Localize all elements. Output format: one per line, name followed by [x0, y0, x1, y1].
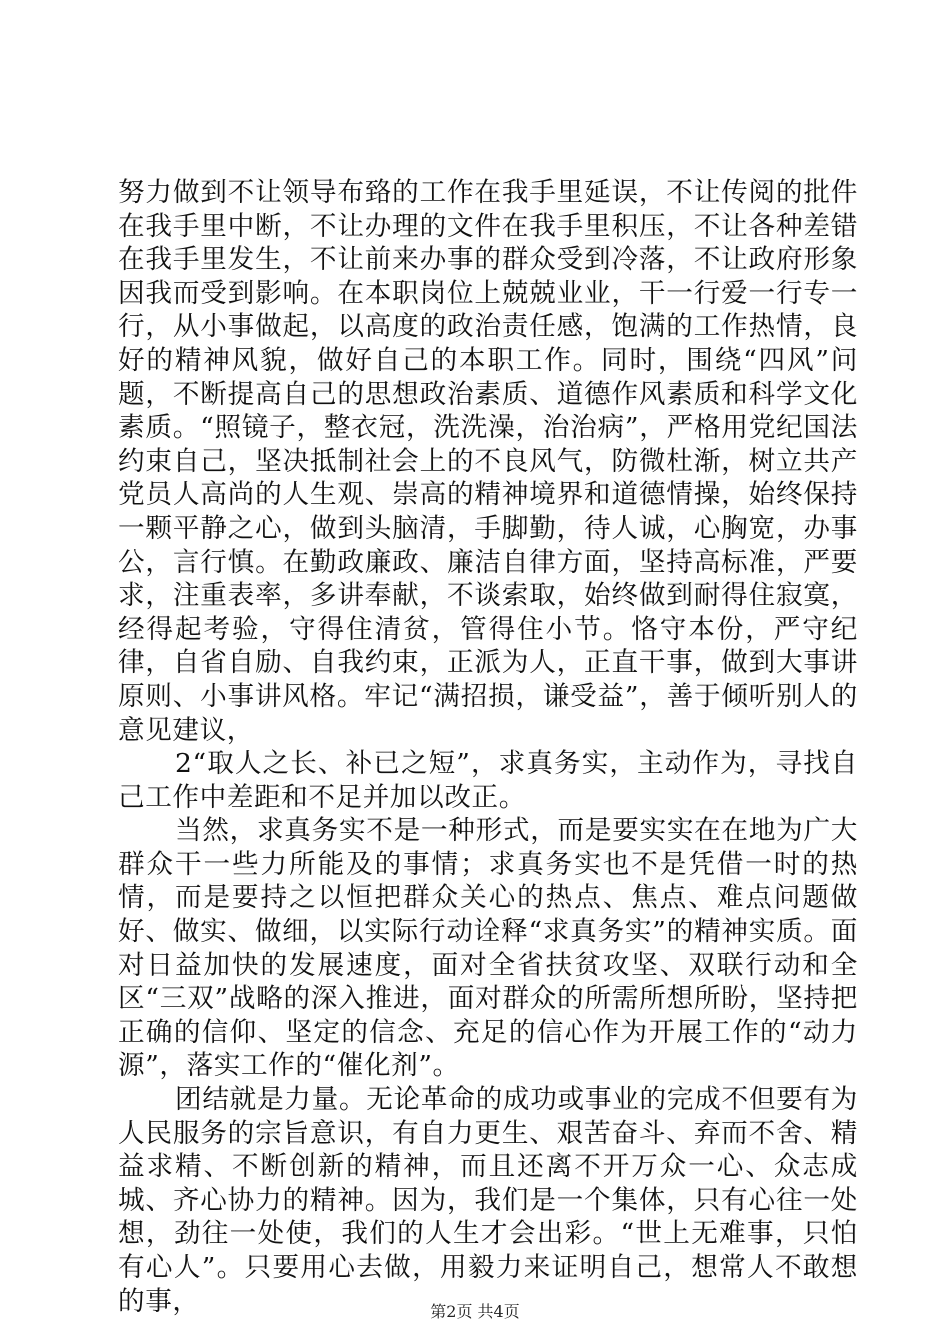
paragraph-1: 努力做到不让领导布臵的工作在我手里延误，不让传阅的批件在我手里中断，不让办理的文件在我手里积压，不让各种差错在我手里发生，不让前来办事的群众受到冷落，不让政府形象因我而受到影响。在本职岗位上兢兢业业，干一行爱一行专一行，从小事做起，以高度的政治责任感，饱满的工作热情，良好的精神风貌，做好自己的本职工作。同时，围绕“四风”问题，不断提高自己的思想政治素质、道德作风素质和科学文化素质。“照镜子，整衣冠，洗洗澡，治治病”，严格用党纪国法约束自己，坚决抵制社会上的不良风气，防微杜渐，树立共产党员人高尚的人生观、崇高的精神境界和道德情操，始终保持一颗平静之心，做到头脑清，手脚勤，待人诚，心胸宽，办事公，言行慎。在勤政廉政、廉洁自律方面，坚持高标准，严要求，注重表率，多讲奉献，不谈索取，始终做到耐得住寂寞，经得起考验，守得住清贫，管得住小节。恪守本份，严守纪律，自省自励、自我约束，正派为人，正直干事，做到大事讲原则、小事讲风格。牢记“满招损，谦受益”，善于倾听别人的意见建议，: [118, 177, 858, 746]
document-body: [118, 176, 858, 1318]
paragraph-4: 团结就是力量。无论革命的成功或事业的完成不但要有为人民服务的宗旨意识，有自力更生、艰苦奋斗、弃而不舍、精益求精、不断创新的精神，而且还离不开万众一心、众志成城、齐心协力的精神。因为，我们是一个集体，只有心往一处想，劲往一处使，我们的人生才会出彩。“世上无难事，只怕有心人”。只要用心去做，用毅力来证明自己，想常人不敢想的事，: [118, 1084, 858, 1317]
page-number-footer: 第2页 共4页: [430, 1302, 520, 1321]
paragraph-3: 当然，求真务实不是一种形式，而是要实实在在地为广大群众干一些力所能及的事情；求真务实也不是凭借一时的热情，而是要持之以恒把群众关心的热点、焦点、难点问题做好、做实、做细，以实际行动诠释“求真务实”的精神实质。面对日益加快的发展速度，面对全省扶贫攻坚、双联行动和全区“三双”战略的深入推进，面对群众的所需所想所盼，坚持把正确的信仰、坚定的信念、充足的信心作为开展工作的“动力源”，落实工作的“催化剂”。: [118, 815, 858, 1082]
paragraph-2: 2“取人之长、补已之短”，求真务实，主动作为，寻找自己工作中差距和不足并加以改正。: [118, 748, 858, 813]
